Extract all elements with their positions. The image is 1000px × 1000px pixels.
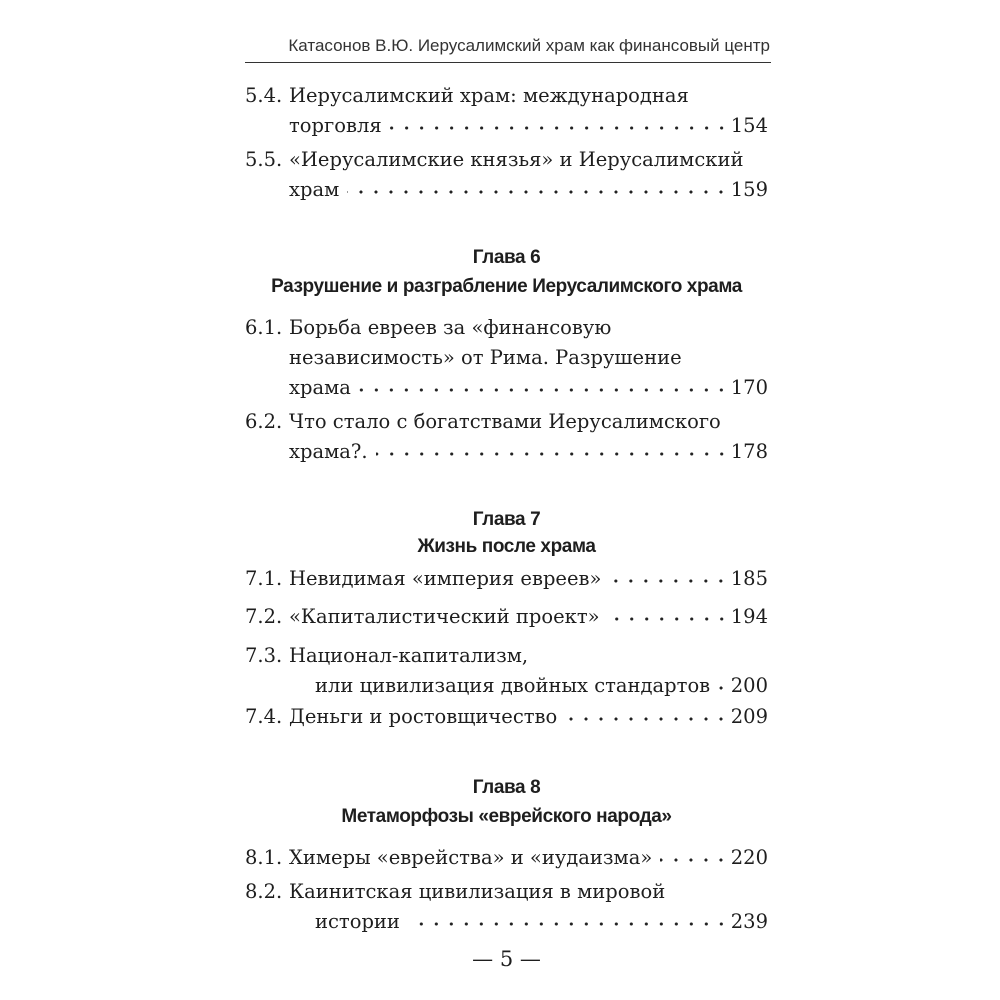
entry-number: 6.2. — [245, 410, 283, 433]
toc-entry-8-2[interactable] — [245, 877, 768, 937]
chapter-subtitle: Жизнь после храма — [417, 536, 596, 557]
page-number: 154 — [730, 114, 768, 137]
page-number: 209 — [730, 705, 768, 728]
dot-leader — [608, 615, 729, 623]
dot-leader — [609, 577, 728, 585]
entry-title-line: храма — [289, 376, 351, 399]
page-number: 185 — [730, 567, 768, 590]
entry-title-line: Каинитская цивилизация в мировой — [289, 880, 666, 903]
dot-leader — [390, 124, 729, 132]
page-folio: — 5 — — [472, 947, 541, 971]
header-rule — [245, 62, 771, 63]
page-number: 200 — [730, 674, 768, 697]
entry-number: 7.1. — [245, 567, 283, 590]
chapter-subtitle: Метаморфозы «еврейского народа» — [341, 806, 672, 827]
entry-number: 5.4. — [245, 84, 283, 107]
entry-number: 8.2. — [245, 880, 283, 903]
entry-title-line: или цивилизация двойных стандартов — [315, 674, 711, 697]
entry-title-line: Невидимая «империя евреев» — [289, 567, 602, 590]
running-head: Катасонов В.Ю. Иерусалимский храм как финансовый центр — [288, 36, 770, 55]
entry-title-line: храм — [289, 178, 340, 201]
toc-entry-7-1[interactable] — [245, 564, 768, 594]
chapter-title: Глава 8 — [472, 777, 541, 798]
page-number: 194 — [730, 605, 768, 628]
entry-title-line: независимость» от Рима. Разрушение — [289, 346, 682, 369]
entry-title-line: Борьба евреев за «финансовую — [289, 316, 612, 339]
chapter-subtitle: Разрушение и разграбление Иерусалимского храма — [271, 276, 742, 297]
toc-entry-6-1[interactable] — [245, 313, 768, 403]
toc-entry-6-2[interactable] — [245, 407, 768, 467]
entry-number: 7.3. — [245, 644, 283, 667]
toc-entry-5-4[interactable] — [245, 81, 768, 141]
page-number: 159 — [730, 178, 768, 201]
toc-entry-5-5[interactable] — [245, 145, 768, 205]
entry-title-line: Иерусалимский храм: международная — [289, 84, 689, 107]
toc-entry-7-3[interactable] — [245, 641, 768, 701]
entry-title-line: «Иерусалимские князья» и Иерусалимский — [289, 148, 744, 171]
page-number: 239 — [730, 910, 768, 933]
entry-title-line: «Капиталистический проект» — [289, 605, 600, 628]
chapter-title: Глава 6 — [472, 247, 541, 268]
dot-leader — [376, 450, 729, 458]
entry-number: 7.2. — [245, 605, 283, 628]
entry-title-line: Деньги и ростовщичество — [289, 705, 558, 728]
dot-leader — [718, 684, 729, 692]
dot-leader — [347, 188, 728, 196]
dot-leader — [359, 386, 729, 394]
page-number: 220 — [730, 846, 768, 869]
entry-number: 5.5. — [245, 148, 283, 171]
entry-number: 6.1. — [245, 316, 283, 339]
toc-entry-7-2[interactable] — [245, 602, 768, 632]
toc-entry-7-4[interactable] — [245, 702, 768, 732]
toc-entry-8-1[interactable] — [245, 843, 768, 873]
entry-title-line: Что стало с богатствами Иерусалимского — [289, 410, 721, 433]
entry-number: 7.4. — [245, 705, 283, 728]
entry-title-line: Национал-капитализм, — [289, 644, 529, 667]
dot-leader — [408, 920, 729, 928]
dot-leader — [565, 715, 729, 723]
entry-title-line: истории — [315, 910, 400, 933]
entry-number: 8.1. — [245, 846, 283, 869]
dot-leader — [660, 856, 728, 864]
chapter-title: Глава 7 — [472, 509, 541, 530]
entry-title-line: храма?. — [289, 440, 368, 463]
page-number: 170 — [730, 376, 768, 399]
page-number: 178 — [730, 440, 768, 463]
entry-title-line: Химеры «еврейства» и «иудаизма» — [289, 846, 653, 869]
entry-title-line: торговля — [289, 114, 382, 137]
